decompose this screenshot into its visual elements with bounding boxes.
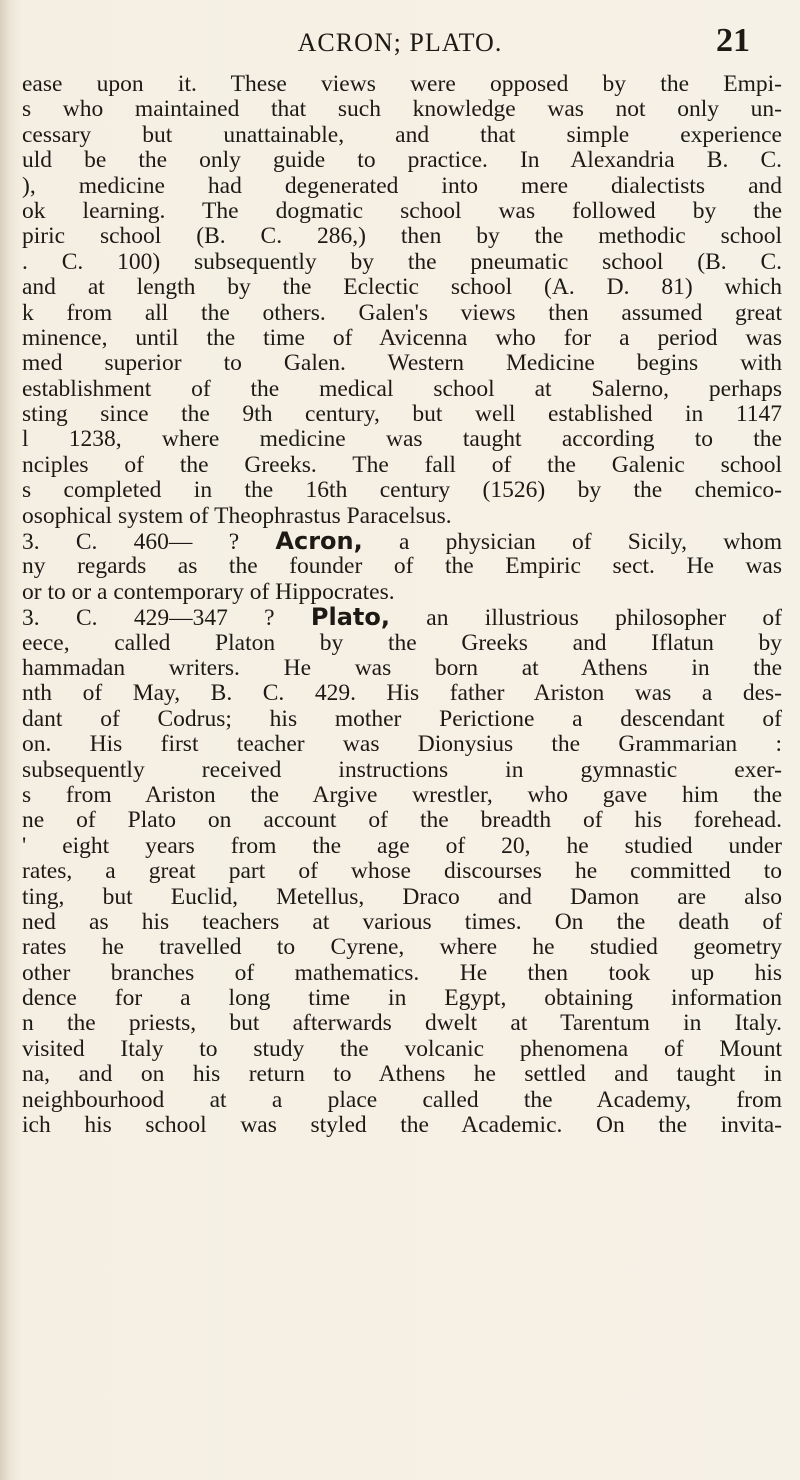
text-line: hammadan writers. He was born at Athens in the — [22, 655, 782, 681]
body-text — [22, 72, 782, 1138]
text-line: nciples of the Greeks. The fall of the Galenic school — [22, 452, 782, 478]
text-line: na, and on his return to Athens he settled and taught in — [22, 1062, 782, 1088]
text-line: osophical system of Theophrastus Paracelsus. — [22, 503, 452, 529]
page-number: 21 — [716, 22, 750, 59]
entry-name: Plato, — [310, 605, 390, 631]
entry-name: Acron, — [275, 529, 363, 555]
text-line — [22, 605, 782, 630]
text-line: ease upon it. These views were opposed by the Empi- — [22, 72, 782, 97]
text-line: and at length by the Eclectic school (A. D. 81) which — [22, 275, 782, 301]
text-line: s who maintained that such knowledge was not only un- — [22, 97, 782, 123]
text-line: dant of Codrus; his mother Perictione a descendant of — [22, 706, 782, 732]
page-header — [0, 22, 800, 62]
text-line: rates, a great part of whose discourses he committed to — [22, 859, 782, 885]
text-line: or to or a contemporary of Hippocrates. — [22, 579, 395, 605]
entry-date: 3. C. 460— ? — [22, 529, 276, 555]
text-line: subsequently received instructions in gymnastic exer- — [22, 757, 782, 783]
text-line: ok learning. The dogmatic school was followed by the — [22, 198, 782, 224]
text-line: dence for a long time in Egypt, obtaining information — [22, 986, 782, 1012]
text-line: ting, but Euclid, Metellus, Draco and Damon are also — [22, 884, 782, 910]
text-line: visited Italy to study the volcanic phenomena of Mount — [22, 1036, 782, 1062]
text-line: eece, called Platon by the Greeks and Iflatun by — [22, 630, 782, 656]
text-line: k from all the others. Galen's views then assumed great — [22, 300, 782, 326]
text-line: other branches of mathematics. He then took up his — [22, 960, 782, 986]
text-line: sting since the 9th century, but well established in 1147 — [22, 402, 782, 428]
text-line: ich his school was styled the Academic. On the invita- — [22, 1113, 782, 1139]
text-line: ), medicine had degenerated into mere dialectists and — [22, 173, 782, 199]
text-line: ' eight years from the age of 20, he studied under — [22, 833, 782, 859]
text-line: s from Ariston the Argive wrestler, who gave him the — [22, 782, 782, 808]
text-line: med superior to Galen. Western Medicine begins with — [22, 351, 782, 377]
text-line: ne of Plato on account of the breadth of his forehead. — [22, 808, 782, 834]
text-line: on. His first teacher was Dionysius the Grammarian : — [22, 732, 782, 758]
text-line: neighbourhood at a place called the Academy, from — [22, 1087, 782, 1113]
text-line: s completed in the 16th century (1526) by the chemico- — [22, 478, 782, 504]
text-line: nth of May, B. C. 429. His father Ariston was a des- — [22, 681, 782, 707]
text-line: . C. 100) subsequently by the pneumatic school (B. C. — [22, 249, 782, 275]
running-head: ACRON; PLATO. — [297, 28, 503, 57]
text-line: ned as his teachers at various times. On the death of — [22, 909, 782, 935]
entry-date: 3. C. 429—347 ? — [22, 605, 311, 631]
text-line: uld be the only guide to practice. In Alexandria B. C. — [22, 148, 782, 174]
entry-description: a physician of Sicily, whom — [362, 529, 782, 555]
text-line: l 1238, where medicine was taught according to the — [22, 427, 782, 453]
text-line: piric school (B. C. 286,) then by the methodic school — [22, 224, 782, 250]
text-line: n the priests, but afterwards dwelt at Tarentum in Italy. — [22, 1011, 782, 1037]
entry-description: an illustrious philosopher of — [389, 605, 782, 631]
text-line: ny regards as the founder of the Empiric sect. He was — [22, 554, 782, 580]
text-line: rates he travelled to Cyrene, where he studied geometry — [22, 935, 782, 961]
text-line: cessary but unattainable, and that simple experience — [22, 122, 782, 148]
text-line: establishment of the medical school at Salerno, perhaps — [22, 376, 782, 402]
text-line: minence, until the time of Avicenna who for a period was — [22, 325, 782, 351]
text-line — [22, 529, 782, 554]
